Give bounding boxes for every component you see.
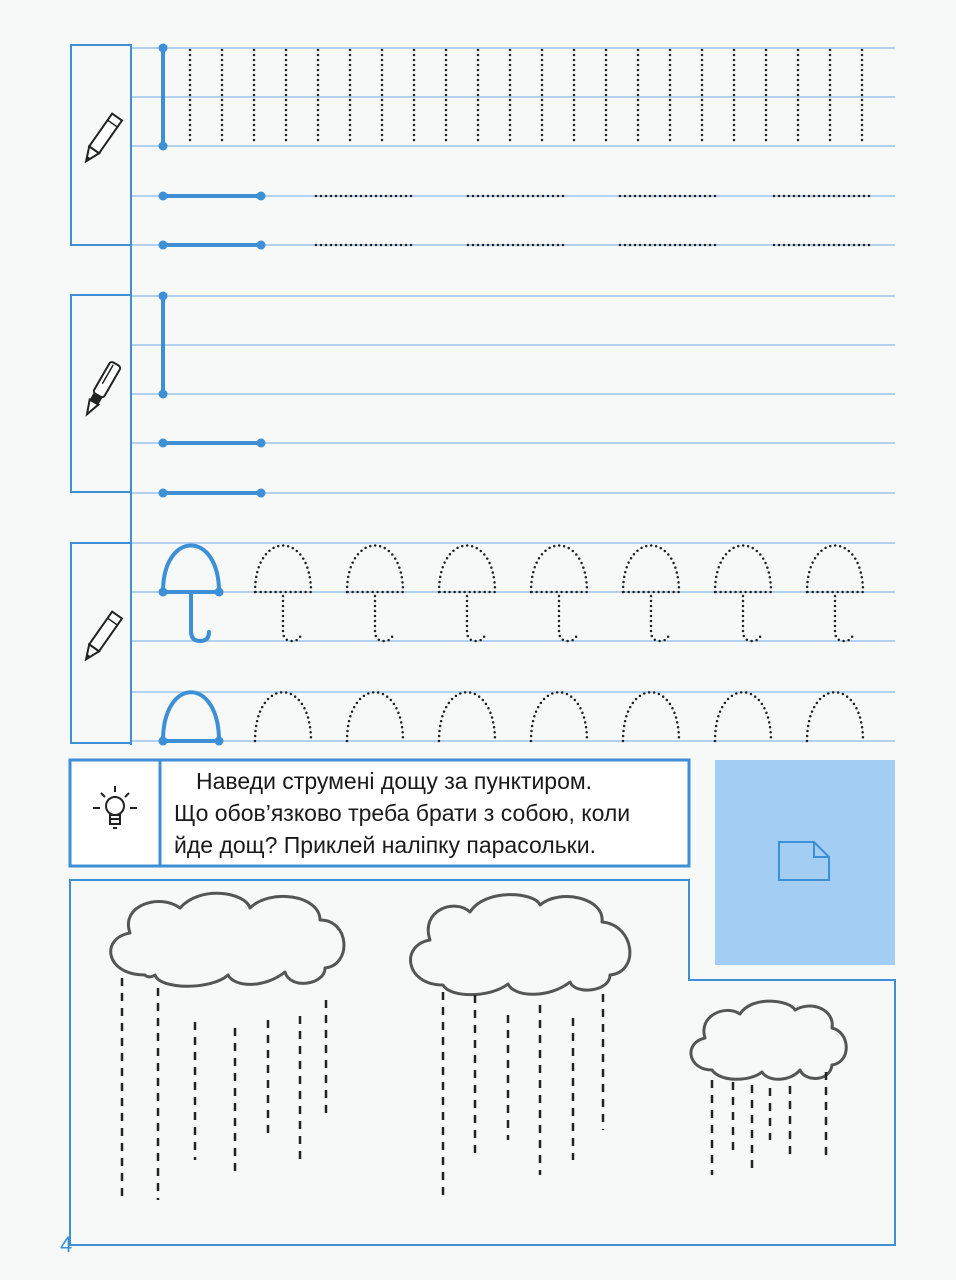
dotted-umbrella-top: [623, 692, 679, 741]
dotted-umbrella-top: [531, 692, 587, 741]
dotted-umbrella-canopy: [531, 546, 587, 593]
dotted-umbrella-handle: [835, 596, 853, 641]
writing-guide-lines: [131, 48, 895, 741]
dotted-umbrella-top: [347, 692, 403, 741]
large-cloud-left: [111, 893, 344, 986]
dotted-umbrella-canopy: [255, 546, 311, 593]
dotted-umbrella-canopy: [807, 546, 863, 593]
sticker-placeholder[interactable]: [715, 760, 895, 965]
dotted-horizontal-lines: [316, 196, 874, 245]
small-cloud-right: [691, 1001, 846, 1079]
instruction-line-3: йде дощ? Приклей наліпку парасольки.: [174, 832, 596, 858]
dotted-umbrella-handle: [375, 596, 393, 641]
dotted-umbrella-handle: [559, 596, 577, 641]
dotted-umbrella-top: [255, 692, 311, 741]
horizontal-line-sample: [159, 192, 266, 250]
dotted-umbrella-top: [715, 692, 771, 741]
dotted-umbrella-canopy: [439, 546, 495, 593]
pencil-icon: [81, 612, 122, 663]
dotted-umbrella-handle: [467, 596, 485, 641]
dotted-umbrella-top: [439, 692, 495, 741]
pen-icon: [82, 361, 121, 417]
instruction-line-1: Наведи струмені дощу за пунктиром.: [196, 768, 593, 794]
dotted-umbrella-handle: [283, 596, 301, 641]
dotted-umbrella-handle: [743, 596, 761, 641]
dotted-umbrella-handle: [651, 596, 669, 641]
page-number: 4: [60, 1232, 73, 1257]
dotted-umbrella-canopy: [715, 546, 771, 593]
instruction-text: [174, 765, 684, 861]
large-cloud-middle: [411, 895, 630, 995]
umbrella-canopy-sample: [159, 692, 224, 745]
instruction-line-2: Що обов’язково треба брати з собою, коли: [174, 800, 631, 826]
dotted-umbrellas: [255, 546, 863, 742]
dotted-umbrella-canopy: [623, 546, 679, 593]
umbrella-sample: [159, 546, 224, 642]
pencil-icon: [81, 114, 122, 165]
dotted-umbrella-top: [807, 692, 863, 741]
dotted-umbrella-canopy: [347, 546, 403, 593]
long-horizontal-line-sample: [159, 439, 266, 498]
